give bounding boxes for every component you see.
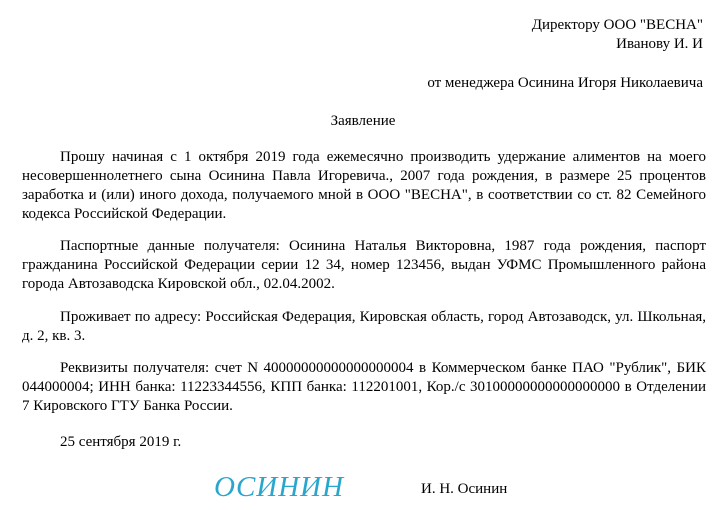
paragraph-request: Прошу начиная с 1 октября 2019 года ежемесячно производить удержание алиментов на моего несовершеннолетнего сына Осинина Павла Игоревича., 2007 года рождения, в размере 25 процентов заработка и (или) иного дохода, получаемого мной в ООО "ВЕСНА", в соответствии со ст. 82 Семейного кодекса Российской Федерации. [22, 149, 706, 222]
sender-line: от менеджера Осинина Игоря Николаевича [427, 75, 703, 91]
addressee-line: Директору ООО "ВЕСНА" [531, 17, 703, 33]
paragraph-passport: Паспортные данные получателя: Осинина Наталья Викторовна, 1987 года рождения, паспорт гражданина Российской Федерации серии 12 34, номер 123456, выдан УФМС Промышленного района города Автозаводска Кировской обл., 02.04.2002. [22, 238, 706, 292]
paragraph-address: Проживает по адресу: Российская Федерация, Кировская область, город Автозаводск, ул. Школьная, д. 2, кв. 3. [22, 309, 706, 344]
document-title: Заявление [330, 113, 396, 129]
paragraph-bank-details: Реквизиты получателя: счет N 40000000000000000004 в Коммерческом банке ПАО "Рублик", БИК 044000004; ИНН банка: 11223344556, КПП банка: 112201001, Кор./с 30100000000000000000 в Отделении 7 Кировского ГТУ Банка России. [22, 360, 706, 414]
signer-name: И. Н. Осинин [421, 481, 508, 497]
handwritten-signature: ОСИНИН [214, 471, 345, 503]
addressee-name: Иванову И. И [616, 36, 703, 52]
document-date: 25 сентября 2019 г. [60, 434, 182, 450]
